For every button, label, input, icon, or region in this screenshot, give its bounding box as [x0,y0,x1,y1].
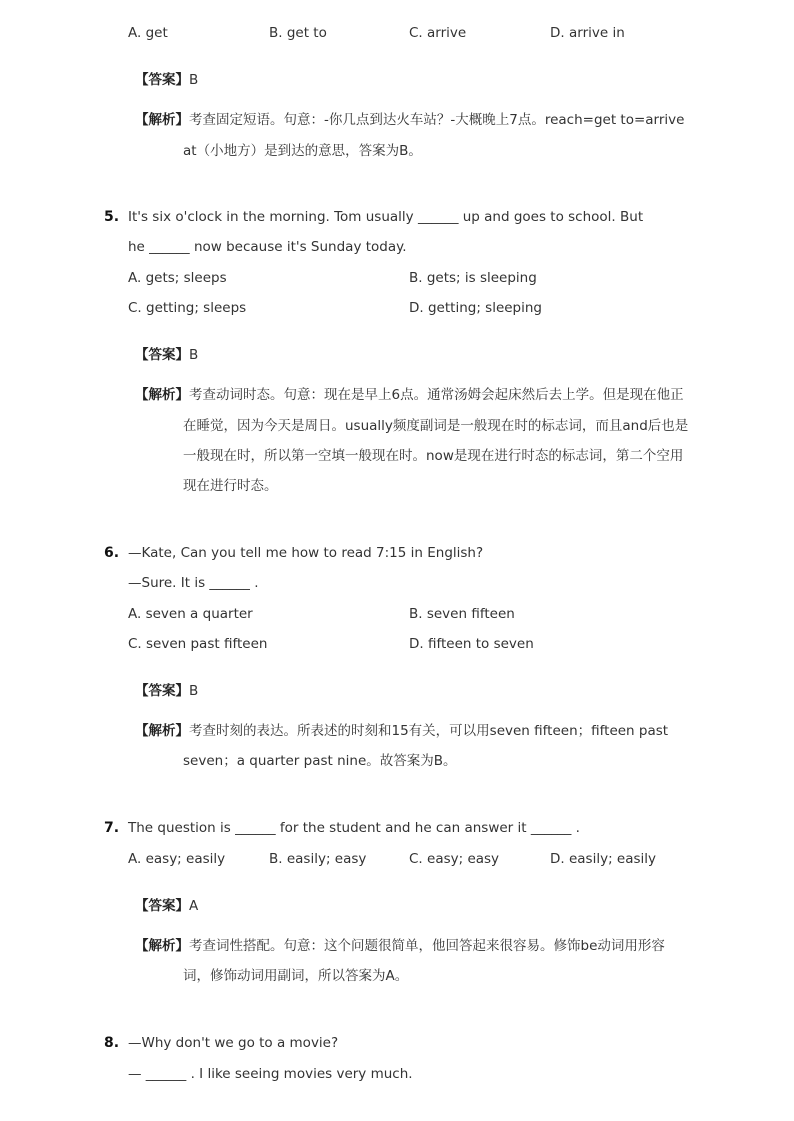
analysis-text: 考查时刻的表达。所表述的时刻和15有关，可以用seven fifteen；fifteen past [189,723,669,739]
q5-answer [135,346,198,364]
answer-value: A [189,898,199,914]
q5-analysis-line-1 [135,386,684,404]
analysis-label: 【解析】 [135,112,189,128]
q5-analysis-line-2: 在睡觉，因为今天是周日。usually频度副词是一般现在时的标志词，而且and后也是 [183,418,689,434]
q7-option-d: D. easily; easily [550,851,657,867]
q6-option-b: B. seven fifteen [409,606,515,622]
q4-answer [135,71,198,89]
q5-analysis-line-3: 一般现在时，所以第一空填一般现在时。now是现在进行时态的标志词，第二个空用 [183,448,684,464]
answer-label: 【答案】 [135,347,189,363]
q6-option-a: A. seven a quarter [128,606,253,622]
q5-stem-line-1: It's six o'clock in the morning. Tom usually ______ up and goes to school. But [128,209,644,225]
q6-number: 6. [104,545,120,561]
q7-analysis-line-1 [135,937,665,955]
q6-stem-line-2: —Sure. It is ______ . [128,575,259,591]
q5-option-a: A. gets; sleeps [128,270,227,286]
analysis-text: 考查固定短语。句意：-你几点到达火车站？-大概晚上7点。reach=get to=arrive [189,112,685,128]
answer-value: B [189,683,199,699]
q7-stem-line-1: The question is ______ for the student and he can answer it ______ . [128,820,580,836]
q4-option-b: B. get to [269,25,327,41]
q4-option-a: A. get [128,25,168,41]
q5-number: 5. [104,209,120,225]
q5-stem-line-2: he ______ now because it's Sunday today. [128,239,407,255]
q5-option-d: D. getting; sleeping [409,300,542,316]
q7-number: 7. [104,820,120,836]
q7-option-c: C. easy; easy [409,851,500,867]
answer-label: 【答案】 [135,683,189,699]
q5-option-b: B. gets; is sleeping [409,270,537,286]
q4-analysis-line-2: at（小地方）是到达的意思，答案为B。 [183,143,422,159]
q4-option-d: D. arrive in [550,25,625,41]
q5-analysis-line-4: 现在进行时态。 [183,478,278,494]
q8-stem-line-2: — ______ . I like seeing movies very much. [128,1066,413,1082]
analysis-label: 【解析】 [135,387,189,403]
q7-option-a: A. easy; easily [128,851,226,867]
analysis-label: 【解析】 [135,938,189,954]
analysis-label: 【解析】 [135,723,189,739]
analysis-text: 考查词性搭配。句意：这个问题很简单，他回答起来很容易。修饰be动词用形容 [189,938,665,954]
q8-number: 8. [104,1035,120,1051]
q7-option-b: B. easily; easy [269,851,367,867]
q6-analysis-line-1 [135,722,668,740]
q6-answer [135,682,198,700]
answer-label: 【答案】 [135,72,189,88]
q6-option-d: D. fifteen to seven [409,636,534,652]
q7-answer [135,897,198,915]
q4-analysis-line-1 [135,111,684,129]
q7-analysis-line-2: 词，修饰动词用副词，所以答案为A。 [183,968,409,984]
q6-option-c: C. seven past fifteen [128,636,268,652]
q5-option-c: C. getting; sleeps [128,300,247,316]
answer-value: B [189,72,199,88]
q6-stem-line-1: —Kate, Can you tell me how to read 7:15 in English? [128,545,484,561]
q6-analysis-line-2: seven；a quarter past nine。故答案为B。 [183,753,457,769]
q4-option-c: C. arrive [409,25,467,41]
analysis-text: 考查动词时态。句意：现在是早上6点。通常汤姆会起床然后去上学。但是现在他正 [189,387,684,403]
answer-label: 【答案】 [135,898,189,914]
q8-stem-line-1: —Why don't we go to a movie? [128,1035,339,1051]
answer-value: B [189,347,199,363]
